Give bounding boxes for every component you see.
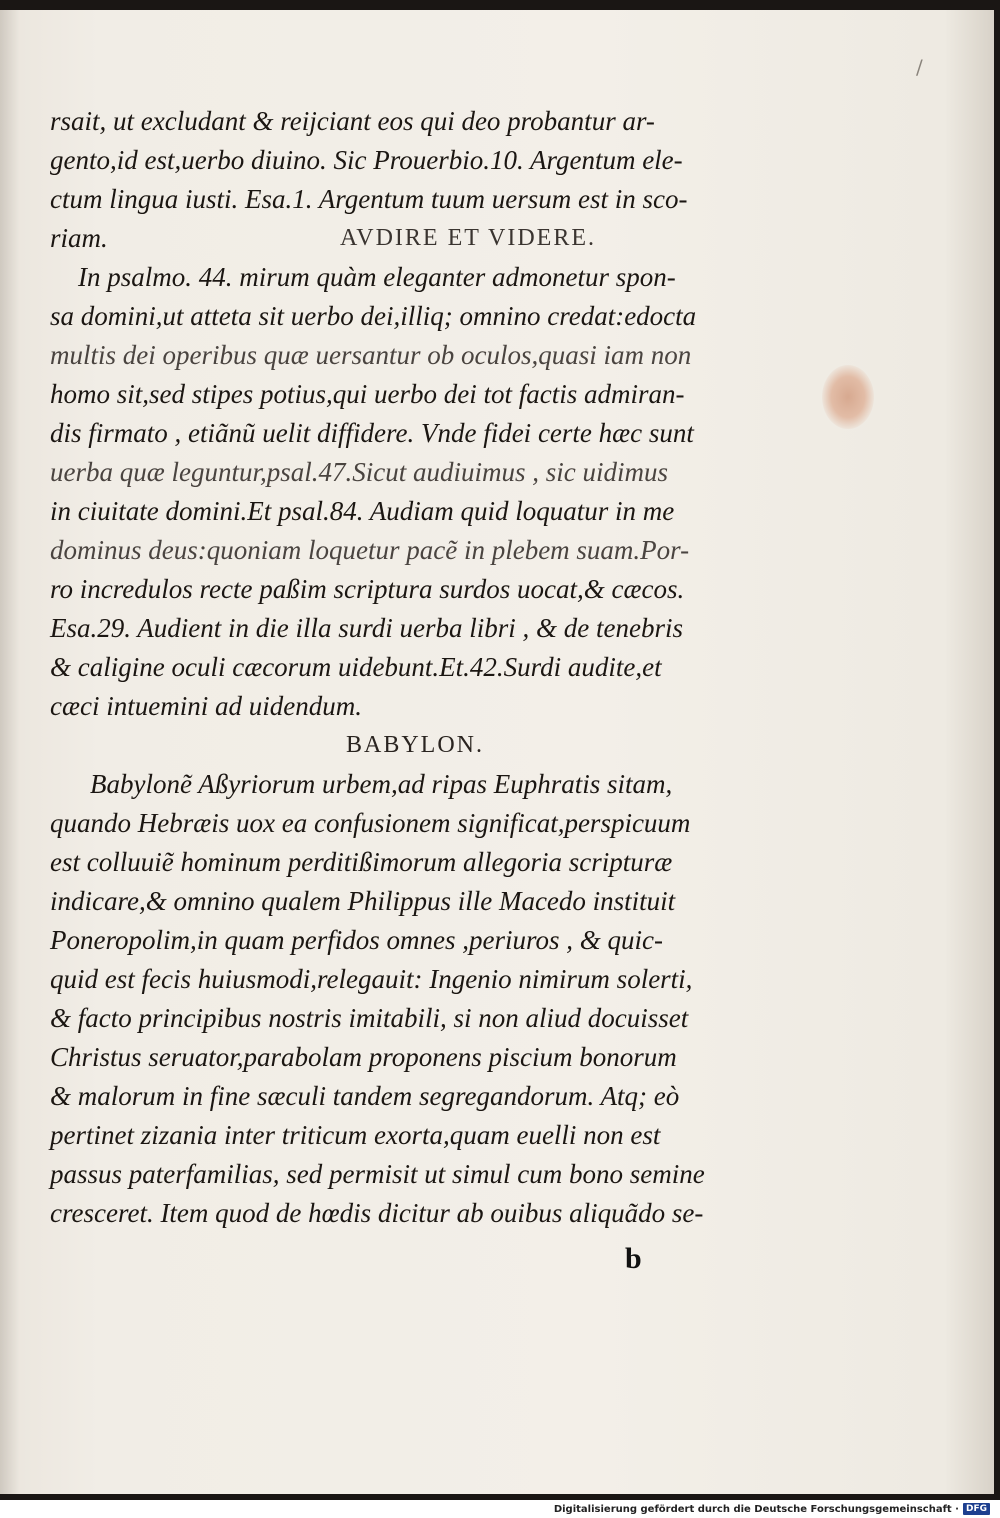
text-line: & facto principibus nostris imitabili, si non aliud docuisset	[50, 1003, 689, 1033]
text-line: in ciuitate domini.Et psal.84. Audiam quid loquatur in me	[50, 496, 675, 526]
signature-mark: b	[625, 1242, 642, 1275]
book-page	[0, 10, 994, 1494]
text-line: Christus seruator,parabolam proponens piscium bonorum	[50, 1042, 677, 1072]
paper-stain	[822, 365, 874, 429]
text-line-with-heading	[50, 219, 740, 258]
text-line: quando Hebræis uox ea confusionem significat,perspicuum	[50, 808, 691, 838]
credit-text: Digitalisierung gefördert durch die Deutsche Forschungsgemeinschaft ·	[553, 1503, 959, 1515]
digitization-credit	[554, 1501, 990, 1517]
text-line: homo sit,sed stipes potius,qui uerbo dei tot factis admiran-	[50, 379, 685, 409]
section-heading-babylon: BABYLON.	[345, 732, 484, 758]
text-line: cæci intuemini ad uidendum.	[50, 691, 362, 721]
text-line: uerba quæ leguntur,psal.47.Sicut audiuimus , sic uidimus	[50, 457, 669, 487]
text-line: passus paterfamilias, sed permisit ut simul cum bono semine	[50, 1159, 705, 1189]
text-line: Esa.29. Audient in die illa surdi uerba libri , & de tenebris	[50, 613, 683, 643]
text-line: quid est fecis huiusmodi,relegauit: Ingenio nimirum solerti,	[50, 964, 693, 994]
text-line: dis firmato , etiãnũ uelit diffidere. Vnde fidei certe hæc sunt	[50, 418, 694, 448]
text-line: cresceret. Item quod de hœdis dicitur ab ouibus aliquãdo se-	[50, 1198, 704, 1228]
text-line: Poneropolim,in quam perfidos omnes ,periuros , & quic-	[50, 925, 663, 955]
text-line: rsait, ut excludant & reijciant eos qui deo probantur ar-	[50, 106, 655, 136]
text-line: est colluuiẽ hominum perditißimorum allegoria scripturæ	[50, 847, 673, 877]
text-line: multis dei operibus quæ uersantur ob oculos,quasi iam non	[50, 340, 692, 370]
text-line: dominus deus:quoniam loquetur pacẽ in plebem suam.Por-	[50, 535, 690, 565]
text-line: pertinet zizania inter triticum exorta,quam euelli non est	[50, 1120, 661, 1150]
dfg-logo: DFG	[963, 1503, 990, 1515]
section-heading-audire: AVDIRE ET VIDERE.	[340, 225, 596, 251]
text-fragment: riam.	[50, 223, 108, 253]
text-line: & caligine oculi cæcorum uidebunt.Et.42.Surdi audite,et	[50, 652, 662, 682]
text-line: sa domini,ut atteta sit uerbo dei,illiq; omnino credat:edocta	[50, 301, 697, 331]
text-line: In psalmo. 44. mirum quàm eleganter admonetur spon-	[78, 262, 676, 292]
text-line: ro incredulos recte paßim scriptura surdos uocat,& cæcos.	[50, 574, 685, 604]
text-line: Babylonẽ Aßyriorum urbem,ad ripas Euphratis sitam,	[90, 769, 673, 799]
text-line: ctum lingua iusti. Esa.1. Argentum tuum uersum est in sco-	[50, 184, 688, 214]
text-line: & malorum in fine sæculi tandem segregandorum. Atq; eò	[50, 1081, 680, 1111]
page-text	[50, 102, 740, 1233]
text-line: indicare,& omnino qualem Philippus ille Macedo instituit	[50, 886, 676, 916]
text-line: gento,id est,uerbo diuino. Sic Prouerbio.10. Argentum ele-	[50, 145, 683, 175]
pencil-mark: /	[916, 55, 923, 79]
